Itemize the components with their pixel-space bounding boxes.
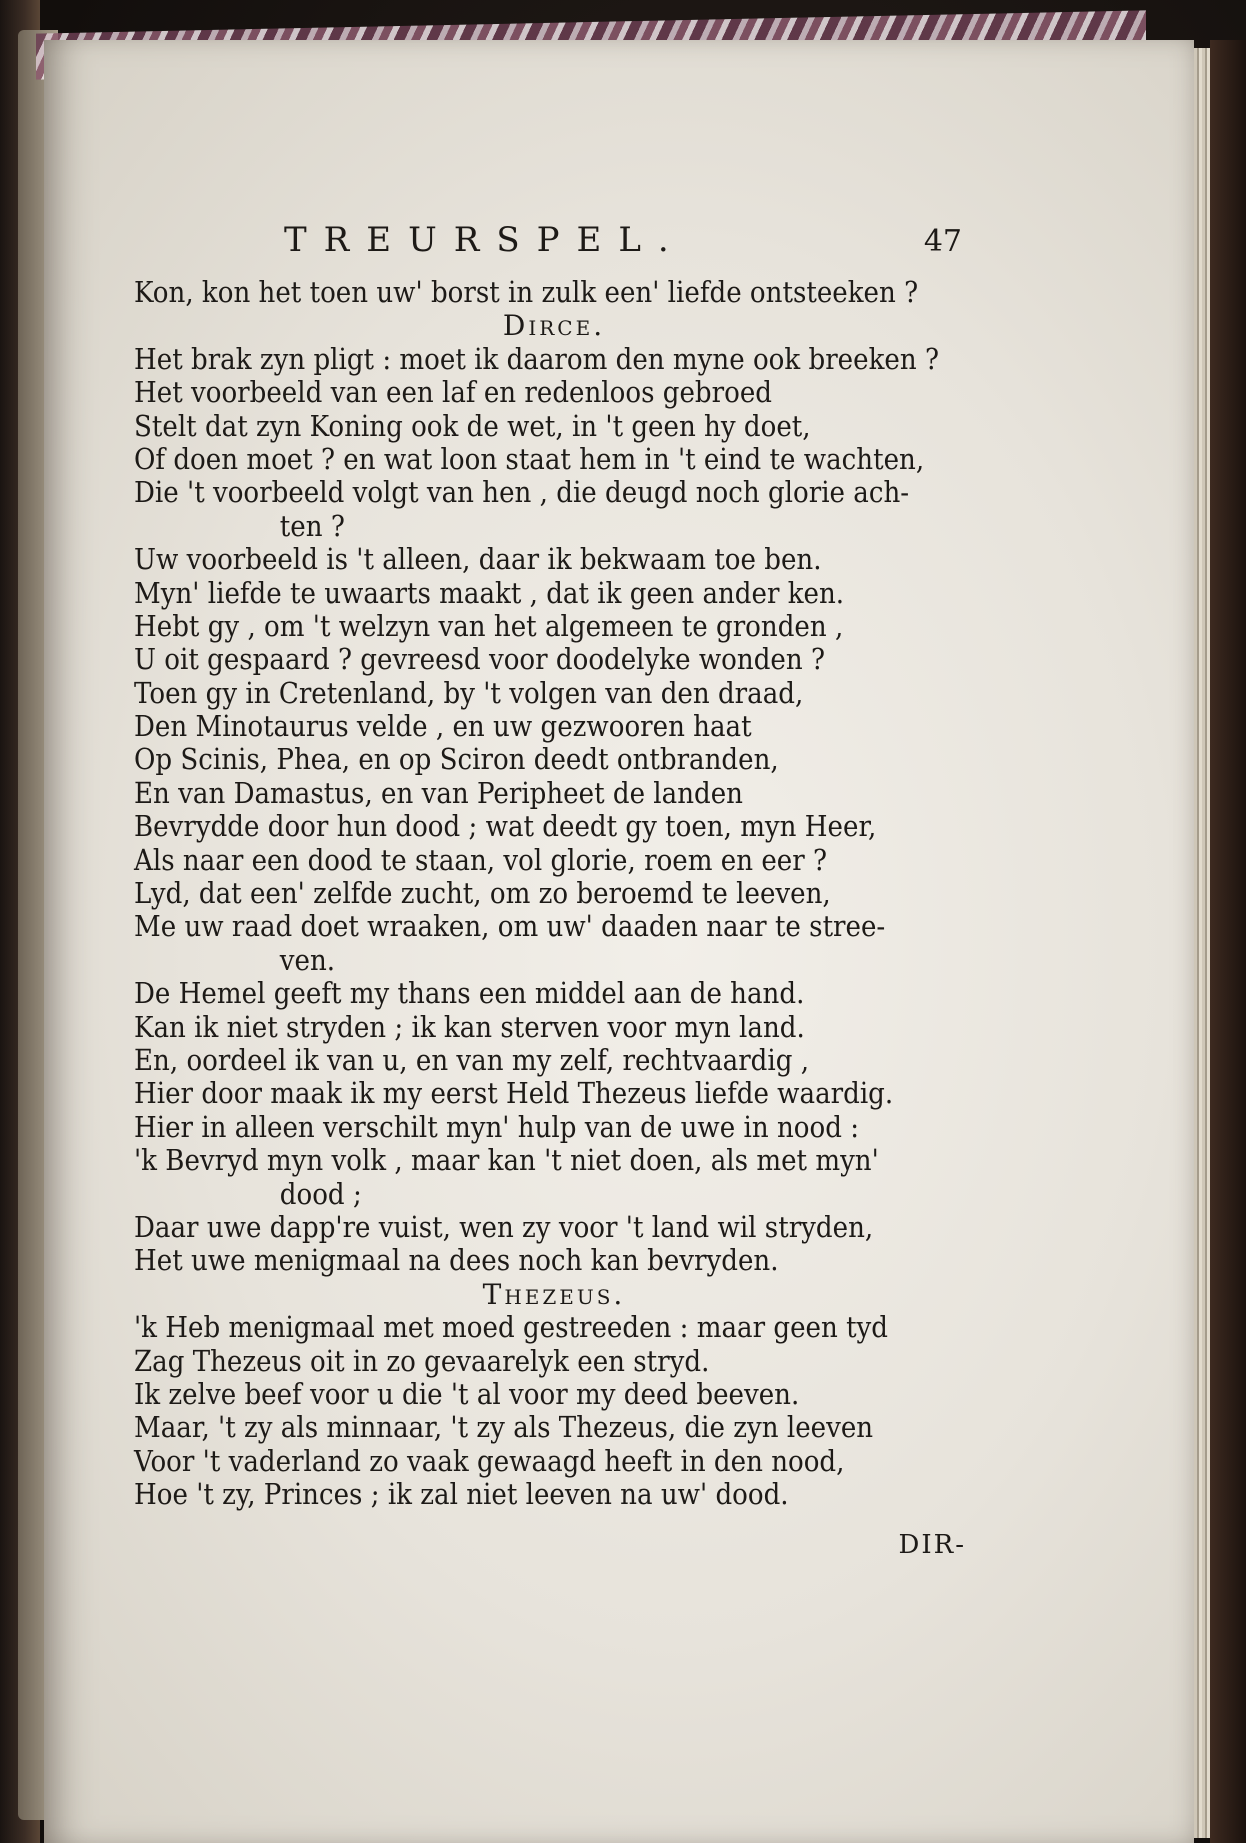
verse-line-continuation: dood ; bbox=[279, 1176, 362, 1211]
verse-line: Het voorbeeld van een laf en redenloos gebroed bbox=[134, 375, 772, 410]
text-block bbox=[134, 220, 966, 1565]
verse-line: Bevrydde door hun dood ; wat deedt gy toen, myn Heer, bbox=[134, 809, 877, 844]
verse-line: Daar uwe dapp're vuist, wen zy voor 't land wil stryden, bbox=[134, 1209, 874, 1244]
verse-line: Of doen moet ? en wat loon staat hem in 't eind te wachten, bbox=[134, 441, 925, 476]
verse-line: 'k Bevryd myn volk , maar kan 't niet doen, als met myn' bbox=[134, 1143, 879, 1178]
verse-lines bbox=[134, 276, 954, 1511]
verse-line: Me uw raad doet wraaken, om uw' daaden naar te stree- bbox=[134, 909, 886, 944]
verse-line: Toen gy in Cretenland, by 't volgen van den draad, bbox=[134, 675, 804, 710]
verse-line: Die 't voorbeeld volgt van hen , die deugd noch glorie ach- bbox=[134, 475, 910, 510]
verse-line: Het uwe menigmaal na dees noch kan bevryden. bbox=[134, 1243, 779, 1278]
speaker-heading-dirce: Dirce. bbox=[502, 309, 606, 343]
verse-line: En, oordeel ik van u, en van my zelf, rechtvaardig , bbox=[134, 1042, 810, 1077]
verse-line: En van Damastus, en van Peripheet de landen bbox=[134, 775, 744, 810]
verse-line: Hebt gy , om 't welzyn van het algemeen te gronden , bbox=[134, 608, 844, 643]
verse-line: Kan ik niet stryden ; ik kan sterven voor myn land. bbox=[134, 1009, 805, 1044]
verse-line: Den Minotaurus velde , en uw gezwooren haat bbox=[134, 709, 752, 744]
running-head-title: TREURSPEL. bbox=[284, 220, 686, 260]
verse-line: Op Scinis, Phea, en op Sciron deedt ontbranden, bbox=[134, 742, 779, 777]
book-page bbox=[44, 40, 1194, 1843]
verse-line: Zag Thezeus oit in zo gevaarelyk een stryd. bbox=[134, 1343, 710, 1378]
verse-line: Myn' liefde te uwaarts maakt , dat ik geen ander ken. bbox=[134, 575, 845, 610]
verse-line: Kon, kon het toen uw' borst in zulk een' liefde ontsteeken ? bbox=[134, 275, 919, 309]
verse-line: De Hemel geeft my thans een middel aan de hand. bbox=[134, 976, 805, 1011]
verse-line: Ik zelve beef voor u die 't al voor my deed beeven. bbox=[134, 1376, 800, 1411]
verse-line-continuation: ven. bbox=[279, 942, 336, 977]
verse-line: Het brak zyn pligt : moet ik daarom den myne ook breeken ? bbox=[134, 341, 939, 376]
verse-line: Uw voorbeeld is 't alleen, daar ik bekwaam toe ben. bbox=[134, 542, 822, 577]
right-book-cover bbox=[1210, 40, 1246, 1843]
speaker-heading-thezeus: Thezeus. bbox=[482, 1277, 626, 1311]
verse-line: Maar, 't zy als minnaar, 't zy als Thezeus, die zyn leeven bbox=[134, 1410, 874, 1445]
verse-line: Stelt dat zyn Koning ook de wet, in 't geen hy doet, bbox=[134, 408, 811, 443]
running-head bbox=[134, 220, 962, 276]
verse-line: 'k Heb menigmaal met moed gestreeden : maar geen tyd bbox=[134, 1310, 889, 1345]
verse-line: Hoe 't zy, Princes ; ik zal niet leeven na uw' dood. bbox=[134, 1477, 789, 1512]
verse-line: U oit gespaard ? gevreesd voor doodelyke wonden ? bbox=[134, 642, 825, 677]
verse-line: Hier in alleen verschilt myn' hulp van de uwe in nood : bbox=[134, 1109, 859, 1144]
verse-line-continuation: ten ? bbox=[279, 508, 345, 543]
verse-line: Lyd, dat een' zelfde zucht, om zo beroemd te leeven, bbox=[134, 876, 831, 911]
verse-line: Hier door maak ik my eerst Held Thezeus liefde waardig. bbox=[134, 1076, 894, 1111]
page-number: 47 bbox=[923, 224, 962, 259]
catchword: DIR- bbox=[898, 1530, 966, 1561]
verse-line: Als naar een dood te staan, vol glorie, roem en eer ? bbox=[134, 842, 827, 877]
verse-line: Voor 't vaderland zo vaak gewaagd heeft in den nood, bbox=[134, 1443, 845, 1478]
